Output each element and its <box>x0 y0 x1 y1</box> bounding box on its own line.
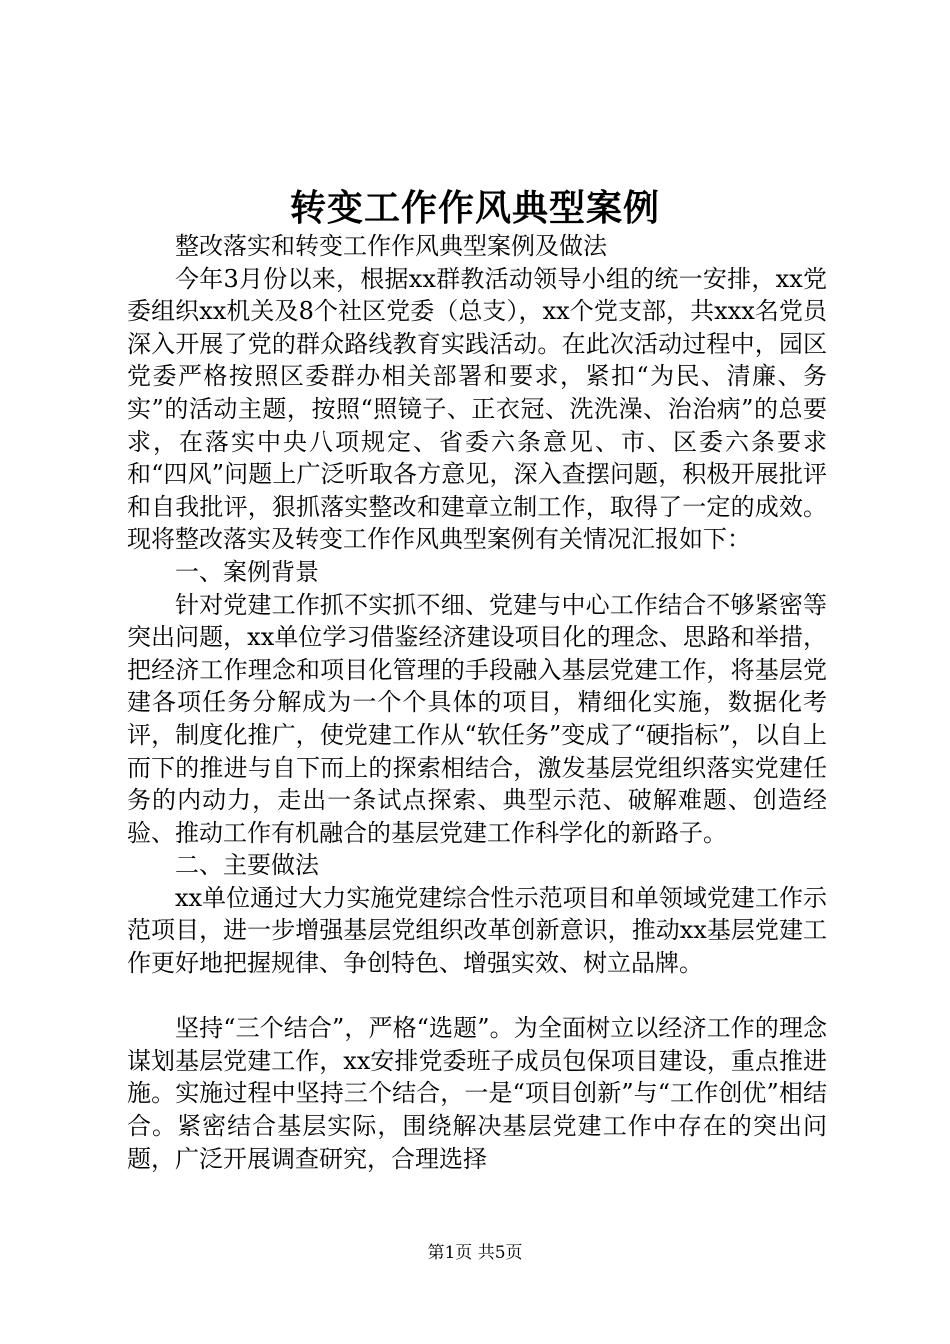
section-heading-methods: 二、主要做法 <box>175 851 319 880</box>
intro-paragraph: 今年3月份以来，根据xx群教活动领导小组的统一安排，xx党委组织xx机关及8个社区党委（总支），xx个党支部，共xxx名党员深入开展了党的群众路线教育实践活动。在此次活动过程中，园区党委严格按照区委群办相关部署和要求，紧扣“为民、清廉、务实”的活动主题，按照“照镜子、正衣冠、洗洗澡、治治病”的总要求，在落实中央八项规定、省委六条意见、市、区委六条要求和“四风”问题上广泛听取各方意见，深入查摆问题，积极开展批评和自我批评，狠抓落实整改和建章立制工作，取得了一定的成效。现将整改落实及转变工作作风典型案例有关情况汇报如下： <box>127 264 827 554</box>
three-combinations-paragraph: 坚持“三个结合”，严格“选题”。为全面树立以经济工作的理念谋划基层党建工作，xx安排党委班子成员包保项目建设，重点推进施。实施过程中坚持三个结合，一是“项目创新”与“工作创优”相结合。紧密结合基层实际，围绕解决基层党建工作中存在的突出问题，广泛开展调查研究，合理选择 <box>127 1014 827 1173</box>
document-title: 转变工作作风典型案例 <box>289 187 660 229</box>
document-body <box>127 230 827 1175</box>
section-heading-background: 一、案例背景 <box>175 557 319 586</box>
methods-paragraph: xx单位通过大力实施党建综合性示范项目和单领域党建工作示范项目，进一步增强基层党组织改革创新意识，推动xx基层党建工作更好地把握规律、争创特色、增强实效、树立品牌。 <box>127 883 827 978</box>
page-footer: 第1页 共5页 <box>427 1243 523 1263</box>
subtitle-paragraph: 整改落实和转变工作作风典型案例及做法 <box>175 232 607 260</box>
background-paragraph: 针对党建工作抓不实抓不细、党建与中心工作结合不够紧密等突出问题，xx单位学习借鉴经济建设项目化的理念、思路和举措，把经济工作理念和项目化管理的手段融入基层党建工作，将基层党建各项任务分解成为一个个具体的项目，精细化实施，数据化考评，制度化推广，使党建工作从“软任务”变成了“硬指标”，以自上而下的推进与自下而上的探索相结合，激发基层党组织落实党建任务的内动力，走出一条试点探索、典型示范、破解难题、创造经验、推动工作有机融合的基层党建工作科学化的新路子。 <box>127 590 827 847</box>
